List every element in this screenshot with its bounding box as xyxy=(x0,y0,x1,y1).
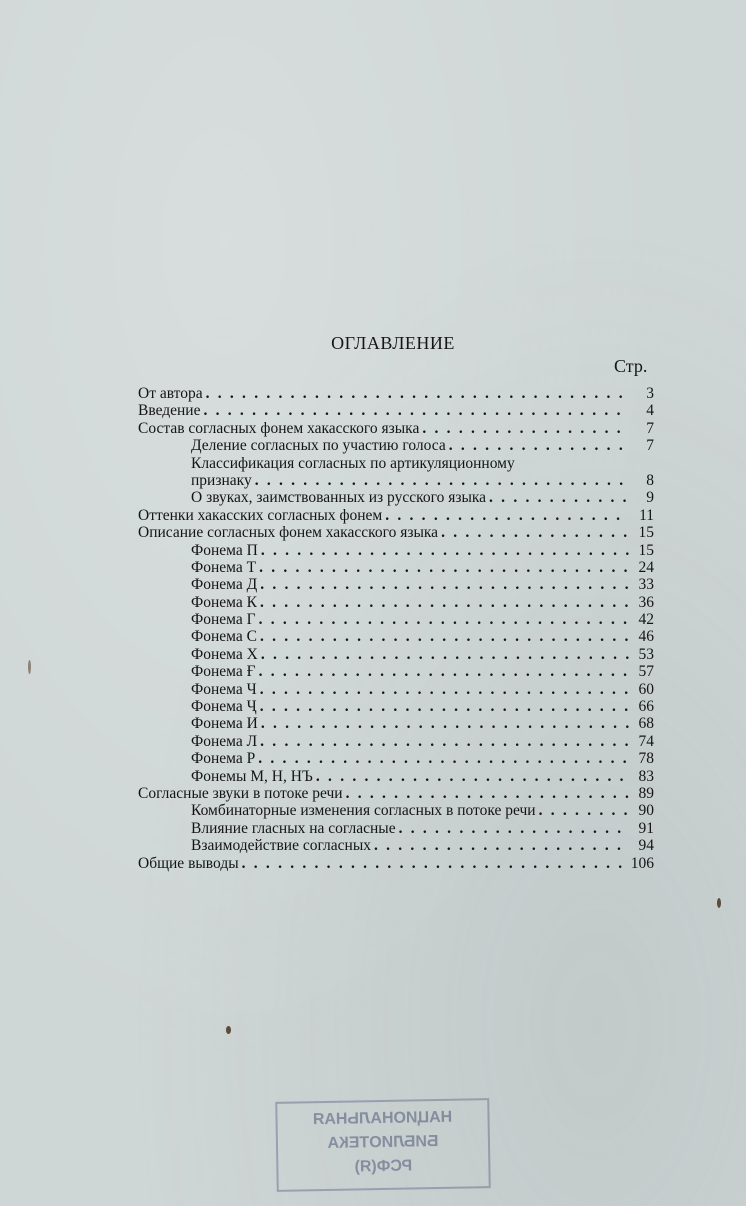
toc-entry xyxy=(138,698,654,715)
toc-entry xyxy=(138,750,654,767)
dot-leader xyxy=(260,594,629,611)
toc-entry xyxy=(138,594,654,611)
dot-leader xyxy=(260,733,629,750)
toc-entry xyxy=(138,542,654,559)
toc-entry-title: Состав согласных фонем хакасского языка xyxy=(138,419,420,437)
dot-leader xyxy=(261,715,629,732)
dot-leader xyxy=(489,489,629,506)
toc-entry-page: 33 xyxy=(638,576,654,594)
toc-entry-page: 89 xyxy=(638,784,654,802)
toc-entry-page: 106 xyxy=(630,854,654,872)
toc-entry-title: Фонема Л xyxy=(191,732,258,750)
toc-entry-title: Фонема К xyxy=(191,593,257,611)
toc-entry-page: 15 xyxy=(638,541,654,559)
toc-entry xyxy=(138,785,654,802)
dot-leader xyxy=(260,628,629,645)
toc-entry-page: 53 xyxy=(638,645,654,663)
toc-entry-page: 83 xyxy=(638,767,654,785)
toc-entry-title: Влияние гласных на согласные xyxy=(191,819,396,837)
toc-entry xyxy=(138,507,654,524)
toc-entry xyxy=(138,576,654,593)
toc-entry-page: 60 xyxy=(638,680,654,698)
toc-entry-page: 9 xyxy=(646,489,654,507)
toc-entry-page: 3 xyxy=(646,384,654,402)
dot-leader xyxy=(441,524,629,541)
library-stamp xyxy=(275,1098,491,1192)
toc-entry xyxy=(138,455,654,472)
toc-entry-title: Общие выводы xyxy=(138,854,239,872)
toc-entry-page: 68 xyxy=(638,715,654,733)
toc-entry xyxy=(138,611,654,628)
toc-entry-title: Оттенки хакасских согласных фонем xyxy=(138,506,383,524)
dot-leader xyxy=(518,455,651,472)
toc-entry xyxy=(138,402,654,419)
dot-leader xyxy=(422,420,629,437)
toc-entry xyxy=(138,524,654,541)
toc-entry-title: Фонема Ҷ xyxy=(191,698,257,716)
toc-entry xyxy=(138,472,654,489)
paper-speck xyxy=(717,898,721,908)
dot-leader xyxy=(449,437,629,454)
toc-entry-page: 4 xyxy=(646,402,654,420)
toc-entry xyxy=(138,559,654,576)
toc-entry-title: Фонема Ч xyxy=(191,680,257,698)
dot-leader xyxy=(374,837,629,854)
toc-entry-page: 66 xyxy=(638,698,654,716)
toc-entry xyxy=(138,837,654,854)
toc-entry-page: 94 xyxy=(638,837,654,855)
toc-entry-page: 7 xyxy=(646,437,654,455)
stamp-line: РСФ(Я) xyxy=(354,1157,413,1176)
toc-entry xyxy=(138,715,654,732)
toc-entry xyxy=(138,733,654,750)
toc-entry-title: Фонема Т xyxy=(191,558,257,576)
toc-entry-title: Фонема С xyxy=(191,628,257,646)
dot-leader xyxy=(258,750,629,767)
dot-leader xyxy=(260,576,629,593)
dot-leader xyxy=(316,768,629,785)
toc-entry xyxy=(138,385,654,402)
toc-entry xyxy=(138,820,654,837)
toc-entry-page: 24 xyxy=(638,558,654,576)
dot-leader xyxy=(399,820,629,837)
toc-entry xyxy=(138,437,654,454)
toc-entry-title: признаку xyxy=(191,471,252,489)
dot-leader xyxy=(259,559,629,576)
toc-entry xyxy=(138,663,654,680)
toc-entry xyxy=(138,681,654,698)
toc-entry xyxy=(138,855,654,872)
toc-entry-title: Фонемы М, Н, НЪ xyxy=(191,767,313,785)
dot-leader xyxy=(259,663,629,680)
paper-speck xyxy=(226,1026,231,1034)
toc-entry-title: Фонема Р xyxy=(191,750,256,768)
dot-leader xyxy=(206,385,629,402)
dot-leader xyxy=(260,681,629,698)
dot-leader xyxy=(259,611,629,628)
toc-entry-title: О звуках, заимствованных из русского языка xyxy=(191,489,487,507)
dot-leader xyxy=(346,785,629,802)
toc-entry-title: От автора xyxy=(138,384,203,402)
toc-entry-title: Введение xyxy=(138,402,201,420)
toc-entry-title: Фонема Х xyxy=(191,645,258,663)
toc-entry-page: 91 xyxy=(638,819,654,837)
toc-entry-page: 57 xyxy=(638,663,654,681)
stamp-line: БИБЛИОТЕКА xyxy=(327,1133,439,1152)
toc-entry-title: Фонема Г xyxy=(191,611,256,629)
toc-entry xyxy=(138,489,654,506)
toc-entry xyxy=(138,768,654,785)
toc-entry xyxy=(138,420,654,437)
dot-leader xyxy=(255,472,629,489)
toc-entry-title: Взаимодействие согласных xyxy=(191,837,371,855)
dot-leader xyxy=(539,802,629,819)
toc-entry-title: Фонема П xyxy=(191,541,258,559)
dot-leader xyxy=(261,542,629,559)
pages-column-label: Стр. xyxy=(614,356,648,376)
dot-leader xyxy=(203,402,629,419)
toc-entry-title: Классификация согласных по артикуляционному xyxy=(191,454,515,472)
toc-entry-title: Деление согласных по участию голоса xyxy=(191,437,446,455)
toc-entry-title: Описание согласных фонем хакасского языка xyxy=(138,524,439,542)
toc-entry-title: Согласные звуки в потоке речи xyxy=(138,784,343,802)
toc-entry xyxy=(138,646,654,663)
toc-entry xyxy=(138,628,654,645)
toc-entry-page: 8 xyxy=(646,471,654,489)
toc-entry-page: 46 xyxy=(638,628,654,646)
paper-speck xyxy=(28,660,31,674)
toc-entry-page: 15 xyxy=(638,524,654,542)
toc-entry-page: 7 xyxy=(646,419,654,437)
stamp-line: НАЦИОНАЛЬНАЯ xyxy=(312,1108,453,1129)
toc-entry-title: Комбинаторные изменения согласных в потоке речи xyxy=(191,802,536,820)
dot-leader xyxy=(260,698,629,715)
toc-entry-page: 78 xyxy=(638,750,654,768)
toc-entry-title: Фонема Ғ xyxy=(191,663,256,681)
dot-leader xyxy=(242,855,628,872)
toc-entry-page: 42 xyxy=(638,611,654,629)
toc-title: ОГЛАВЛЕНИЕ xyxy=(331,333,455,353)
toc-entry-page: 11 xyxy=(639,506,654,524)
toc-entry-page: 74 xyxy=(638,732,654,750)
toc-entry-title: Фонема Д xyxy=(191,576,258,594)
toc-entry-page: 36 xyxy=(638,593,654,611)
dot-leader xyxy=(261,646,629,663)
toc-entry-page: 90 xyxy=(638,802,654,820)
toc-entry-title: Фонема И xyxy=(191,715,258,733)
toc-entry xyxy=(138,802,654,819)
table-of-contents xyxy=(138,385,654,872)
dot-leader xyxy=(385,507,629,524)
